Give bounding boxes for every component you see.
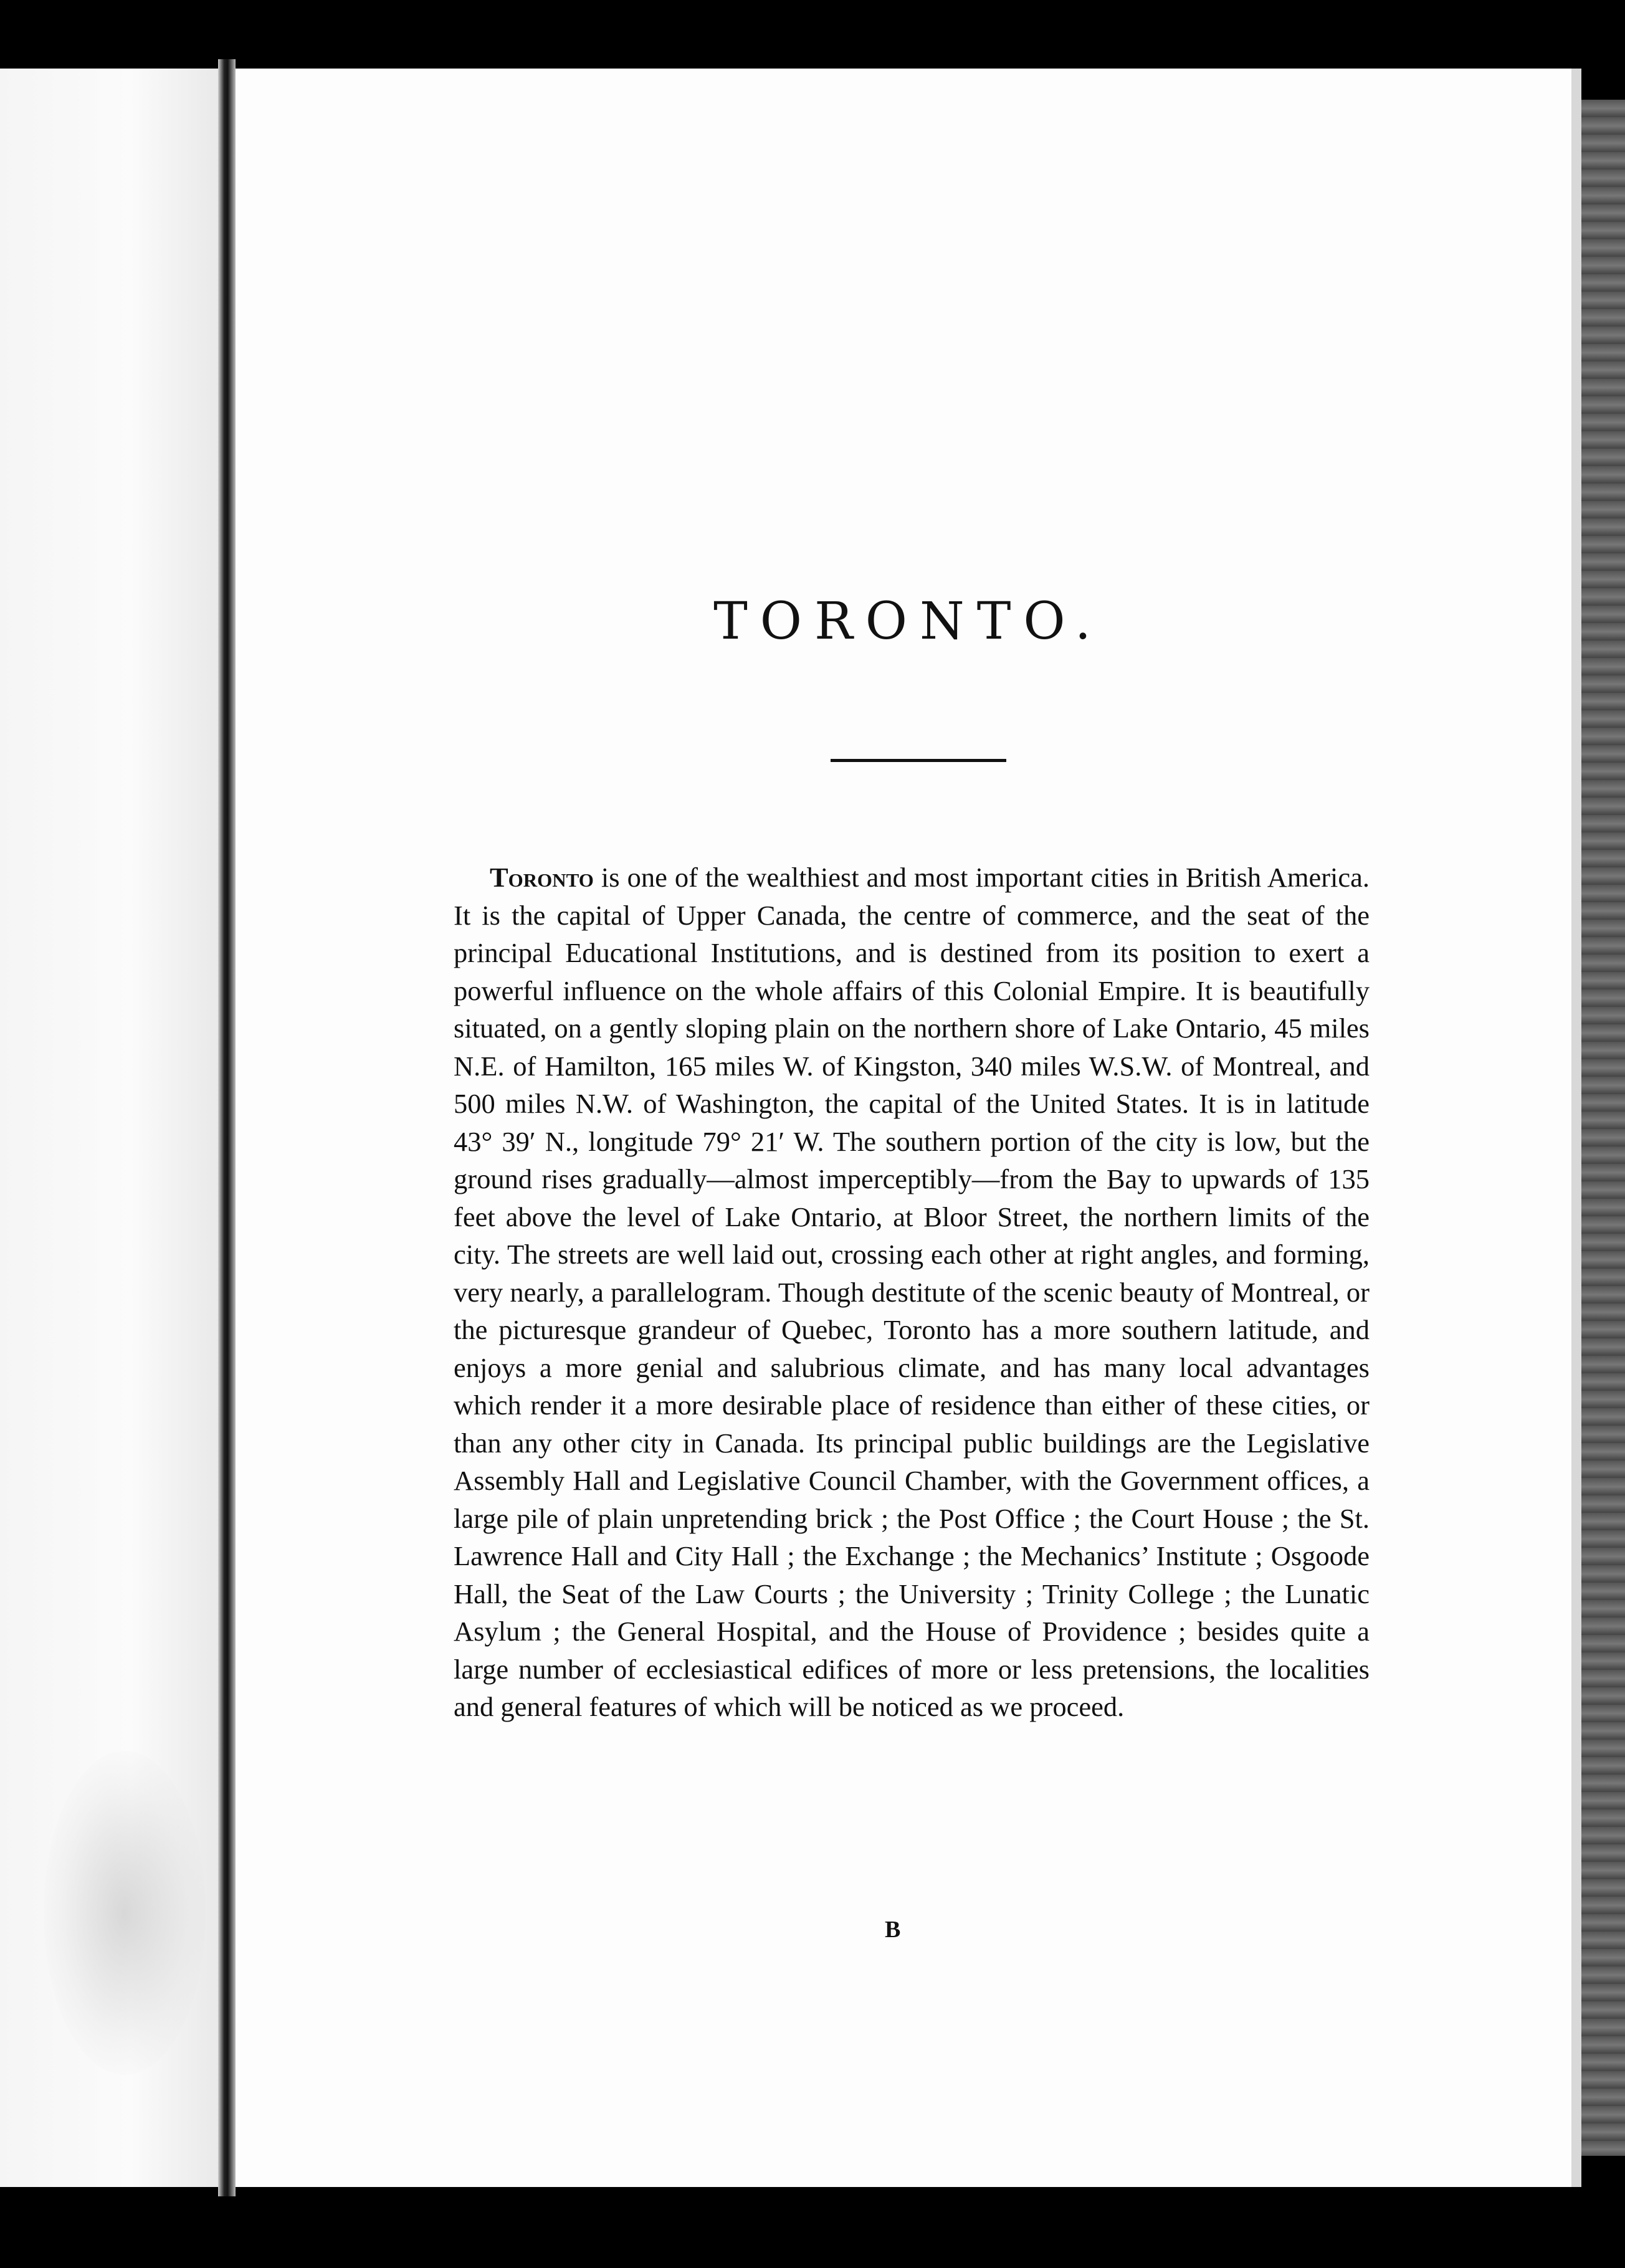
chapter-title: TORONTO. (713, 592, 1103, 651)
left-blank-page (0, 69, 218, 2187)
body-text: is one of the wealthiest and most important cities in British America. It is the capital of Upper Canada, the centre of commerce, and the seat of the principal Educational Institutions, and is destined from its position to exert a powerful influence on the whole affairs of this Colonial Empire. It is beautifully situated, on a gently sloping plain on the northern shore of Lake Ontario, 45 miles N.E. of Hamilton, 165 miles W. of Kingston, 340 miles W.S.W. of Montreal, and 500 miles N.W. of Washington, the capital of the United States. It is in latitude 43° 39′ N., longitude 79° 21′ W. The southern portion of the city is low, but the ground rises gradually—almost imperceptibly—from the Bay to upwards of 135 feet above the level of Lake Ontario, at Bloor Street, the northern limits of the city. The streets are well laid out, crossing each other at right angles, and forming, very nearly, a parallelogram. Though destitute of the scenic beauty of Montreal, or the picturesque grandeur of Quebec, Toronto has a more southern latitude, and enjoys a more genial and salubrious climate, and has many local advantages which render it a more desirable place of residence than either of these cities, or than any other city in Canada. Its principal public buildings are the Legislative Assembly Hall and Legislative Council Chamber, with the Government offices, a large pile of plain unpretending brick ; the Post Office ; the Court House ; the St. Lawrence Hall and City Hall ; the Exchange ; the Mechanics’ Institute ; Osgoode Hall, the Seat of the Law Courts ; the University ; Trinity College ; the Lunatic Asylum ; the General Hospital, and the House of Providence ; besides quite a large number of ecclesiastical edifices of more or less pretensions, the localities and general features of which will be noticed as we proceed. (454, 862, 1370, 1722)
page-stain (44, 1751, 206, 2075)
lead-word: Toronto (490, 862, 594, 893)
body-paragraph (454, 859, 1370, 1726)
signature-mark: B (885, 1917, 901, 1943)
title-rule (831, 759, 1006, 762)
page-edges (1581, 100, 1625, 2156)
book-gutter (218, 59, 236, 2196)
